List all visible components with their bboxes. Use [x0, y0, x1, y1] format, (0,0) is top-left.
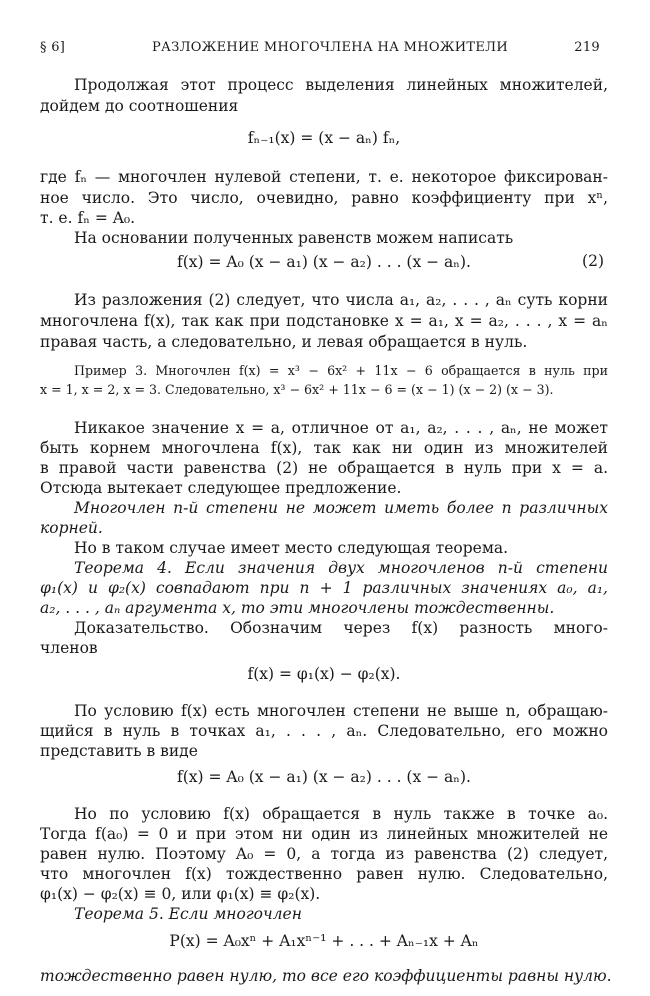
text-line: φ₁(x) − φ₂(x) ≡ 0, или φ₁(x) ≡ φ₂(x). — [40, 885, 321, 903]
example-line: x = 1, x = 2, x = 3. Следовательно, x³ − 6x² + 11x − 6 = (x − 1) (x − 2) (x − 3). — [40, 382, 554, 397]
text-line: многочлена f(x), так как при подстановке x = a₁, x = a₂, . . . , x = aₙ — [40, 312, 608, 330]
text-line: что многочлен f(x) тождественно равен нулю. Следовательно, — [40, 865, 608, 883]
text-line: равен нулю. Поэтому A₀ = 0, а тогда из равенства (2) следует, — [40, 845, 608, 863]
equation-number: (2) — [582, 252, 604, 270]
text-line: щийся в нуль в точках a₁, . . . , aₙ. Следовательно, его можно — [40, 722, 608, 740]
text-line: Продолжая этот процесс выделения линейных множителей, — [74, 76, 608, 94]
text-line: Тогда f(a₀) = 0 и при этом ни один из линейных множителей не — [40, 825, 608, 843]
text-line: быть корнем многочлена f(x), так как ни один из множителей — [40, 439, 608, 457]
formula-line: f(x) = A₀ (x − a₁) (x − a₂) . . . (x − aₙ). — [177, 253, 471, 271]
text-line: членов — [40, 639, 98, 657]
formula-line: P(x) = A₀xⁿ + A₁xⁿ⁻¹ + . . . + Aₙ₋₁x + Aₙ — [169, 932, 479, 950]
formula-line: fₙ₋₁(x) = (x − aₙ) fₙ, — [247, 129, 401, 147]
text-line: ное число. Это число, очевидно, равно коэффициенту при xⁿ, — [40, 189, 608, 207]
theorem-line: a₂, . . . , aₙ аргумента x, то эти многочлены тождественны. — [40, 599, 555, 617]
header-title: РАЗЛОЖЕНИЕ МНОГОЧЛЕНА НА МНОЖИТЕЛИ — [152, 40, 508, 55]
formula-line: f(x) = A₀ (x − a₁) (x − a₂) . . . (x − aₙ). — [177, 768, 471, 786]
theorem-line: Теорема 5. Если многочлен — [74, 905, 302, 923]
text-line: где fₙ — многочлен нулевой степени, т. е. некоторое фиксирован- — [40, 168, 608, 186]
text-line: По условию f(x) есть многочлен степени не выше n, обращаю- — [74, 702, 608, 720]
theorem-line: φ₁(x) и φ₂(x) совпадают при n + 1 различных значениях a₀, a₁, — [40, 579, 608, 597]
italic-line: корней. — [40, 519, 103, 537]
text-line: Из разложения (2) следует, что числа a₁, a₂, . . . , aₙ суть корни — [74, 291, 608, 309]
formula-line: f(x) = φ₁(x) − φ₂(x). — [247, 665, 401, 683]
text-line: Но по условию f(x) обращается в нуль также в точке a₀. — [74, 805, 608, 823]
text-line: На основании полученных равенств можем написать — [74, 229, 514, 247]
text-line: Доказательство. Обозначим через f(x) разность много- — [74, 619, 608, 637]
text-line: представить в виде — [40, 742, 198, 760]
italic-line: Многочлен n-й степени не может иметь более n различных — [74, 499, 608, 517]
text-line: Но в таком случае имеет место следующая теорема. — [74, 539, 509, 557]
header-section: § 6] — [40, 40, 66, 55]
header-page-number: 219 — [574, 40, 600, 55]
text-line: т. е. fₙ = A₀. — [40, 209, 136, 227]
theorem-line: тождественно равен нулю, то все его коэффициенты равны нулю. — [40, 967, 612, 985]
text-line: Отсюда вытекает следующее предложение. — [40, 479, 402, 497]
example-line: Пример 3. Многочлен f(x) = x³ − 6x² + 11x − 6 обращается в нуль при — [74, 363, 608, 378]
theorem-line: Теорема 4. Если значения двух многочленов n-й степени — [74, 559, 608, 577]
text-line: Никакое значение x = a, отличное от a₁, a₂, . . . , aₙ, не может — [74, 419, 608, 437]
text-line: в правой части равенства (2) не обращается в нуль при x = a. — [40, 459, 608, 477]
text-line: правая часть, а следовательно, и левая обращается в нуль. — [40, 333, 528, 351]
text-line: дойдем до соотношения — [40, 97, 239, 115]
